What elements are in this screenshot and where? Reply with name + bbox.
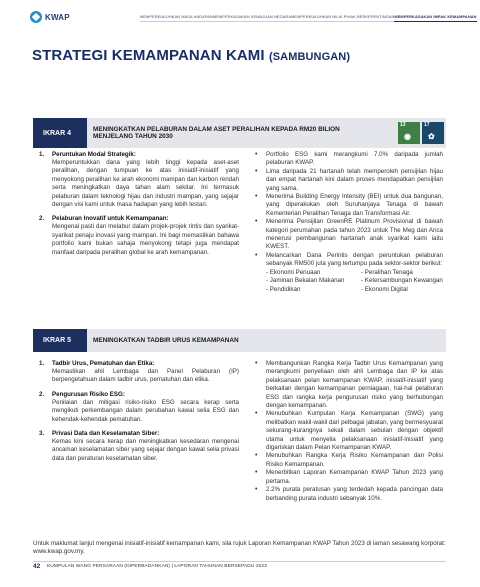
list-item: • Lima daripada 21 hartanah telah memperoleh pensijilan hijau dan empat hartanah kini dalam proses mendapatkan pensijilan yang sama. [255, 167, 443, 192]
list-item: • Portfolio ESG kami merangkumi 7.0% daripada jumlah pelaburan KWAP. [255, 151, 443, 167]
footer-note: Untuk maklumat lanjut mengenai inisiatif-inisiatif kemampanan kami, sila rujuk Laporan Kemampanan KWAP Tahun 2023 di laman sesawang korporat: www.kwap.gov.my. [33, 540, 446, 556]
sdg-icons [398, 122, 444, 144]
kwap-logo-icon [30, 11, 42, 23]
ikrar5-title: MENINGKATKAN TADBIR URUS KEMAMPANAN [93, 336, 239, 344]
ikrar4-strategies [39, 151, 239, 263]
kwap-logo[interactable] [30, 11, 70, 23]
item-text: Penilaian dan mitigasi risiko-risiko ESG secara kerap serta mengikuti perkembangan dalam perubahan kawal selia ESG dan kehendak-kehendak pematuhan. [52, 398, 239, 423]
list-item: 2. Pengurusan Risiko ESG: Penilaian dan mitigasi risiko-risiko ESG secara kerap serta mengikuti perkembangan dalam perubahan kawal selia ESG dan kehendak-kehendak pematuhan. [39, 390, 239, 423]
item-title: Pengurusan Risiko ESG: [52, 390, 125, 398]
ikrar4-content [33, 151, 446, 331]
nav-item-kemajuan-negara[interactable]: MEMPERKASAKAN KEMAJUAN NEGARA [213, 14, 291, 22]
ikrar5-content [33, 360, 446, 535]
list-item: 2. Pelaburan Inovatif untuk Kemampanan: Mengenal pasti dan melabur dalam projek-projek rintis dan syarikat-syarikat penaju inovasi yang mampan. Ini bagi memastikan bahawa portfolio kami bukan sahaja menyokong tetapi juga mendapat manfaat daripada peralihan global ke arah kemampanan. [39, 215, 239, 256]
ikrar5-strategies [39, 360, 239, 469]
report-title: KUMPULAN WANG PERSARAAN (DIPERBADANKAN) | LAPORAN TAHUNAN BERSEPADU 2023 [47, 564, 267, 569]
page-title-main: STRATEGI KEMAMPANAN KAMI [32, 47, 265, 64]
section-nav [140, 14, 477, 22]
sector-item: - Ekonomi Digital [361, 285, 408, 293]
item-text: Kemas kini secara kerap dan meningkatkan kesedaran mengenai ancaman keselamatan siber yang sejajar dengan kawal selia privasi data dan peraturan keselamatan siber. [52, 438, 239, 462]
item-text: Memperuntukkan dana yang lebih tinggi kepada aset-aset peralihan, dengan tumpuan ke atas inisiatif-inisiatif yang menyokong peralihan ke arah ekonomi mampan dan karbon rendah serta meningkatkan daya tahan alam sekitar. Ini termasuk pelaburan dalam teknologi hijau dan industri mampan, yang sejajar dengan visi kami untuk masa hadapan yang lebih lestari. [52, 159, 239, 209]
top-navigation-bar [0, 0, 480, 34]
list-item: 3. Privasi Data dan Keselamatan Siber: Kemas kini secara kerap dan meningkatkan kesedaran mengenai ancaman keselamatan siber yang sejajar dengan kawal selia privasi data dan peraturan keselamatan siber. [39, 430, 239, 462]
list-item: • Membangunkan Rangka Kerja Tadbir Urus Kemampanan yang merangkumi penyeliaan oleh ahli Lembaga dan IP ke atas pelaksanaan pelan kemampanan KWAP, inisiatif-inisiatif yang berkaitan dengan kemampanan perniagaan, hal-hal pelaburan ESG dan rangka kerja pengurusan risiko yang berhubungan dengan kemampanan. [255, 360, 443, 410]
ikrar5-tag: IKRAR 5 [33, 329, 87, 352]
list-item: 1. Peruntukan Modal Strategik: Memperuntukkan dana yang lebih tinggi kepada aset-aset peralihan, dengan tumpuan ke atas inisiatif-inisiatif yang menyokong peralihan ke arah ekonomi mampan dan karbon rendah serta meningkatkan daya tahan alam sekitar. Ini termasuk pelaburan dalam teknologi hijau dan industri mampan, yang sejajar dengan visi kami untuk masa hadapan yang lebih lestari. [39, 151, 239, 209]
list-item: • Menubuhkan Kumpulan Kerja Kemampanan (SWG) yang melibatkan wakil-wakil dari pelbagai jabatan, yang bermesyuarat sekurang-kurangnya sekali dalam sebulan dengan objektif utama untuk menyelia pelaksanaan inisiatif-inisiatif yang digariskan dalam Pelan Kemampanan KWAP. [255, 410, 443, 452]
sector-item: - Pendidikan [266, 285, 301, 293]
list-item: 1. Tadbir Urus, Pematuhan dan Etika: Memastikan ahli Lembaga dan Panel Pelaburan (IP) berpengetahuan dalam tadbir urus, pematuhan dan etika. [39, 360, 239, 384]
sector-item: - Ekonomi Penuaan [266, 268, 321, 276]
ikrar5-achievements [255, 360, 443, 503]
list-item: • Menubuhkan Rangka Kerja Risiko Kemampanan dan Polisi Risiko Kemampanan. [255, 452, 443, 468]
list-item: • Menerbitkan Laporan Kemampanan KWAP Tahun 2023 yang pertama. [255, 469, 443, 485]
sector-item: - Jaminan Bekalan Makanan [266, 277, 345, 285]
footer-divider [33, 561, 446, 562]
item-text: Memastikan ahli Lembaga dan Panel Pelaburan (IP) berpengetahuan dalam tadbir urus, pematuhan dan etika. [52, 368, 239, 384]
sdg-13-climate-action-icon: 13 ◉ [398, 122, 420, 144]
sector-list [266, 269, 443, 294]
ikrar4-title: MENINGKATKAN PELABURAN DALAM ASET PERALIHAN KEPADA RM20 BILION MENJELANG TAHUN 2030 [93, 125, 340, 140]
page-title [32, 47, 350, 64]
item-title: Privasi Data dan Keselamatan Siber: [52, 430, 160, 438]
nav-item-pihak-berkepentingan[interactable]: MEMPERKUKUHKAN NILAI PIHAK BERKEPENTINGAN [291, 14, 394, 22]
item-text: Mengenal pasti dan melabur dalam projek-projek rintis dan syarikat-syarikat penaju inovasi yang mampan. Ini bagi memastikan bahawa portfolio kami bukan sahaja menyokong tetapi juga mendapat manfaat daripada peralihan global ke arah kemampanan. [52, 223, 239, 256]
sector-item: - Peralihan Tenaga [361, 268, 413, 276]
list-item: • Menerima Building Energy Intensity (BEI) untuk dua bangunan, yang diperakukan oleh Suruhanjaya Tenaga di bawah Kementerian Peralihan Tenaga dan Transformasi Air. [255, 193, 443, 217]
item-title: Tadbir Urus, Pematuhan dan Etika: [52, 360, 155, 367]
ikrar4-heading-bar [33, 118, 446, 148]
list-item: • 2.2% purata peratusan yang terdedah kepada pancingan data berbanding purata industri sebanyak 10%. [255, 486, 443, 502]
page-number: 42 [33, 563, 41, 570]
logo-text: KWAP [45, 12, 70, 22]
sector-item: - Ketersambungan Kewangan [361, 277, 443, 285]
nav-item-masa-hadapan[interactable]: MEMPERKUKUHKAN MASA HADAPAN [140, 14, 213, 22]
sdg-17-partnerships-icon: 17 ✿ [422, 122, 444, 144]
item-title: Peruntukan Modal Strategik: [52, 151, 136, 158]
list-item: • Melancarkan Dana Perintis dengan peruntukan pelaburan sebanyak RM500 juta yang tertumpu pada sektor-sektor berikut: [255, 251, 443, 268]
list-item: • Menerima Pensijilan GreenRE Platinum Provisional di bawah kategori perumahan pada tahun 2023 untuk The Meg dan Arica menerusi pembangunan hartanah anak syarikat kami iaitu KWEST. [255, 218, 443, 251]
page-title-sub: (SAMBUNGAN) [268, 51, 351, 63]
ikrar5-heading-bar [33, 329, 446, 352]
ikrar4-tag: IKRAR 4 [33, 118, 87, 148]
nav-item-impak-kemampanan[interactable]: MEMPERKASAKAN IMPAK KEMAMPANAN [394, 14, 476, 22]
ikrar4-achievements [255, 151, 443, 294]
item-title: Pelaburan Inovatif untuk Kemampanan: [52, 215, 169, 223]
